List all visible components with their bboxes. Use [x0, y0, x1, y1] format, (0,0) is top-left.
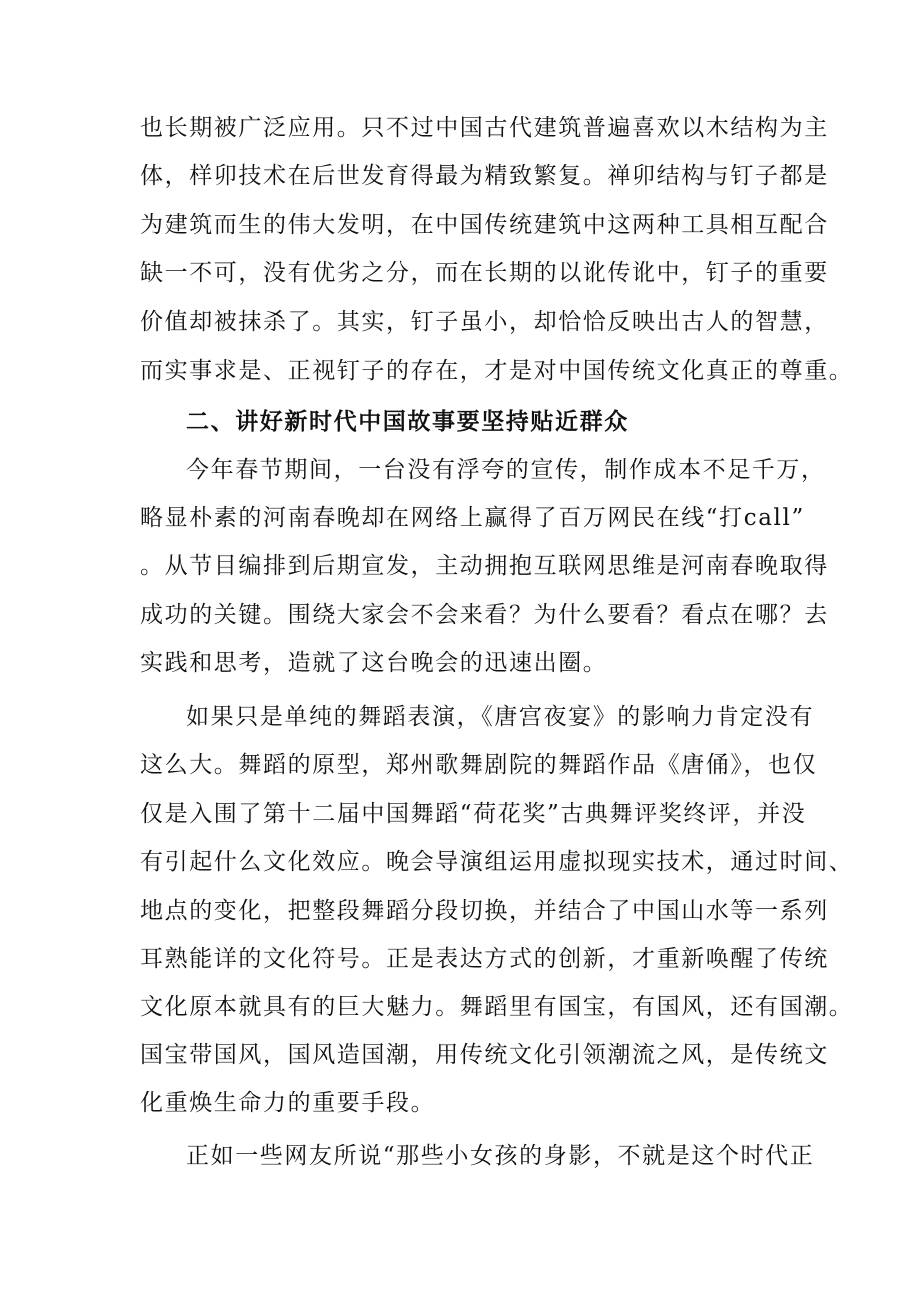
text-line: 国宝带国风，国风造国潮，用传统文化引领潮流之风，是传统文	[140, 1042, 829, 1068]
text-line: 体，样卯技术在后世发育得最为精致繁复。禅卯结构与钉子都是	[140, 163, 829, 189]
text-line: 成功的关键。围绕大家会不会来看？为什么要看？看点在哪？去	[140, 602, 829, 628]
text-line: 而实事求是、正视钉子的存在，才是对中国传统文化真正的尊重。	[140, 358, 854, 384]
text-line: 文化原本就具有的巨大魅力。舞蹈里有国宝，有国风，还有国潮。	[140, 994, 854, 1020]
paragraph-first-line: 如果只是单纯的舞蹈表演，《唐宫夜宴》的影响力肯定没有	[186, 704, 815, 730]
text-line: 也长期被广泛应用。只不过中国古代建筑普遍喜欢以木结构为主	[140, 115, 829, 141]
text-line: 耳熟能详的文化符号。正是表达方式的创新，才重新唤醒了传统	[140, 946, 829, 972]
text-line: 略显朴素的河南春晚却在网络上赢得了百万网民在线“打call”	[140, 505, 805, 531]
text-line: 实践和思考，造就了这台晚会的迅速出圈。	[140, 650, 608, 676]
text-line: 仅是入围了第十二届中国舞蹈“荷花奖”古典舞评奖终评，并没	[140, 801, 807, 827]
text-line: 价值却被抹杀了。其实，钉子虽小，却恰恰反映出古人的智慧，	[140, 309, 829, 335]
paragraph-first-line: 正如一些网友所说“那些小女孩的身影，不就是这个时代正	[186, 1143, 815, 1169]
paragraph-first-line: 今年春节期间，一台没有浮夸的宣传，制作成本不足千万，	[186, 457, 826, 483]
text-line: 地点的变化，把整段舞蹈分段切换，并结合了中国山水等一系列	[140, 898, 829, 924]
text-line: 化重焕生命力的重要手段。	[140, 1090, 436, 1116]
section-heading: 二、讲好新时代中国故事要坚持贴近群众	[186, 408, 629, 435]
text-line: 这么大。舞蹈的原型，郑州歌舞剧院的舞蹈作品《唐俑》，也仅	[140, 752, 818, 778]
text-line: 为建筑而生的伟大发明，在中国传统建筑中这两种工具相互配合	[140, 212, 829, 238]
text-line: 缺一不可，没有优劣之分，而在长期的以讹传讹中，钉子的重要	[140, 260, 829, 286]
text-line: 。从节目编排到后期宣发，主动拥抱互联网思维是河南春晚取得	[140, 553, 829, 579]
text-line: 有引起什么文化效应。晚会导演组运用虚拟现实技术，通过时间、	[140, 849, 854, 875]
